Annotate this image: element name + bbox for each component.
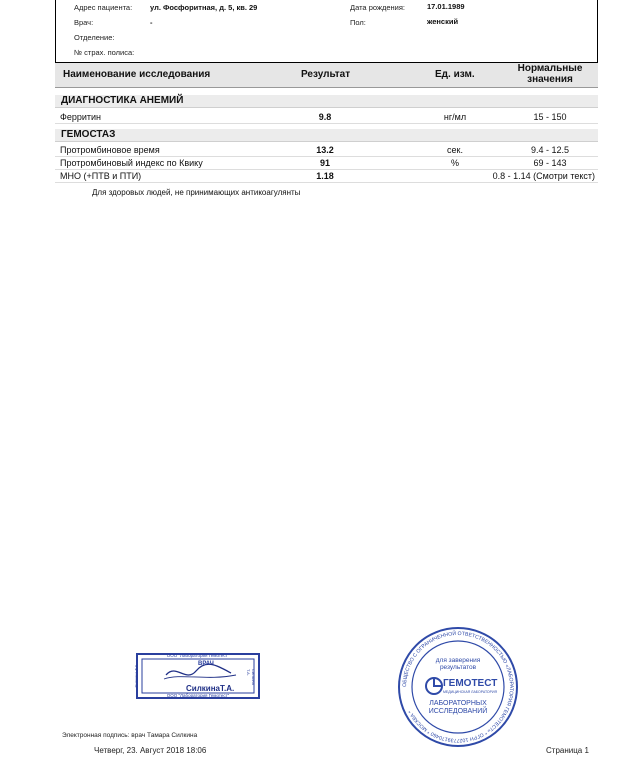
col-norm-header-line1: Нормальные	[517, 63, 583, 74]
sex-value: женский	[427, 17, 459, 26]
lab-stamp-bottom2: ИССЛЕДОВАНИЙ	[428, 708, 488, 715]
lab-stamp-ring-text: ОБЩЕСТВО С ОГРАНИЧЕННОЙ ОТВЕТСТВЕННОСТЬЮ «ЛАБОРАТОРИЯ ГЕМОТЕСТ» * ОГРН 1027739170460 * МОСКВА *	[401, 630, 515, 744]
test-norm: 9.4 - 12.5	[530, 145, 570, 155]
test-name: Протромбиновое время	[60, 145, 160, 155]
doctor-stamp-bottom-text: ООО "Лаборатория Гемотест"	[166, 693, 230, 698]
section-title: ДИАГНОСТИКА АНЕМИЙ	[61, 95, 184, 106]
address-label: Адрес пациента:	[74, 3, 133, 12]
doctor-stamp-name: СилкинаТ.А.	[186, 684, 235, 693]
print-date: Четверг, 23. Август 2018 18:06	[94, 746, 207, 755]
col-unit-header: Ед. изм.	[435, 69, 475, 80]
sex-label: Пол:	[350, 18, 366, 27]
lab-stamp-brand: ГЕМОТЕСТ	[443, 678, 498, 689]
section-hemostasis	[55, 129, 598, 142]
address-value: ул. Фосфоритная, д. 5, кв. 29	[150, 3, 258, 12]
doctor-value: -	[150, 18, 153, 27]
table-row	[55, 112, 598, 124]
table-row	[55, 158, 598, 170]
test-unit: %	[450, 158, 459, 168]
section-anemia	[55, 95, 598, 108]
lab-stamp-top1: для заверения	[435, 657, 481, 664]
col-norm-header	[495, 63, 605, 85]
lab-round-stamp	[397, 626, 519, 748]
doctor-stamp-top-text: ООО "Лаборатория Гемотест"	[166, 653, 230, 658]
doctor-label: Врач:	[74, 18, 94, 27]
lab-stamp-brand-sub: МЕДИЦИНСКАЯ ЛАБОРАТОРИЯ	[443, 690, 498, 694]
test-result: 1.18	[316, 171, 334, 181]
department-label: Отделение:	[74, 33, 115, 42]
results-table-header	[55, 62, 598, 88]
lab-stamp-top2: результатов	[439, 664, 477, 671]
test-result: 9.8	[318, 112, 332, 122]
test-norm: 69 - 143	[533, 158, 567, 168]
col-result-header: Результат	[301, 69, 351, 80]
norm-note: Для здоровых людей, не принимающих антикоагулянты	[92, 188, 301, 197]
doctor-stamp-side-right: Силкина Т.А.	[246, 669, 256, 685]
table-row	[55, 171, 598, 183]
test-unit: сек.	[447, 145, 463, 155]
doctor-stamp	[133, 653, 260, 699]
test-result: 13.2	[316, 145, 334, 155]
birth-value: 17.01.1989	[427, 2, 465, 11]
insurance-label: № страх. полиса:	[74, 48, 135, 57]
lab-stamp-bottom1: ЛАБОРАТОРНЫХ	[429, 700, 487, 707]
test-unit: нг/мл	[443, 112, 467, 122]
table-row	[55, 145, 598, 157]
test-name: Ферритин	[60, 112, 102, 122]
electronic-signature: Электронная подпись: врач Тамара Силкина	[62, 732, 198, 739]
test-name: МНО (+ПТВ и ПТИ)	[60, 171, 142, 181]
test-result: 91	[319, 158, 330, 168]
col-norm-header-line2: значения	[527, 74, 573, 85]
birth-label: Дата рождения:	[350, 3, 405, 12]
test-norm: 15 - 150	[533, 112, 567, 122]
info-border-right	[597, 0, 598, 62]
test-norm: 0.8 - 1.14 (Смотри текст)	[492, 171, 595, 181]
page-number: Страница 1	[546, 746, 589, 755]
doctor-stamp-side-left: Силкина Т.А.	[133, 663, 139, 688]
section-title: ГЕМОСТАЗ	[61, 129, 116, 140]
col-name-header: Наименование исследования	[63, 69, 211, 80]
test-name: Протромбиновый индекс по Квику	[60, 158, 203, 168]
info-border-left	[55, 0, 56, 62]
doctor-stamp-title: ВРАЧ	[198, 661, 214, 667]
